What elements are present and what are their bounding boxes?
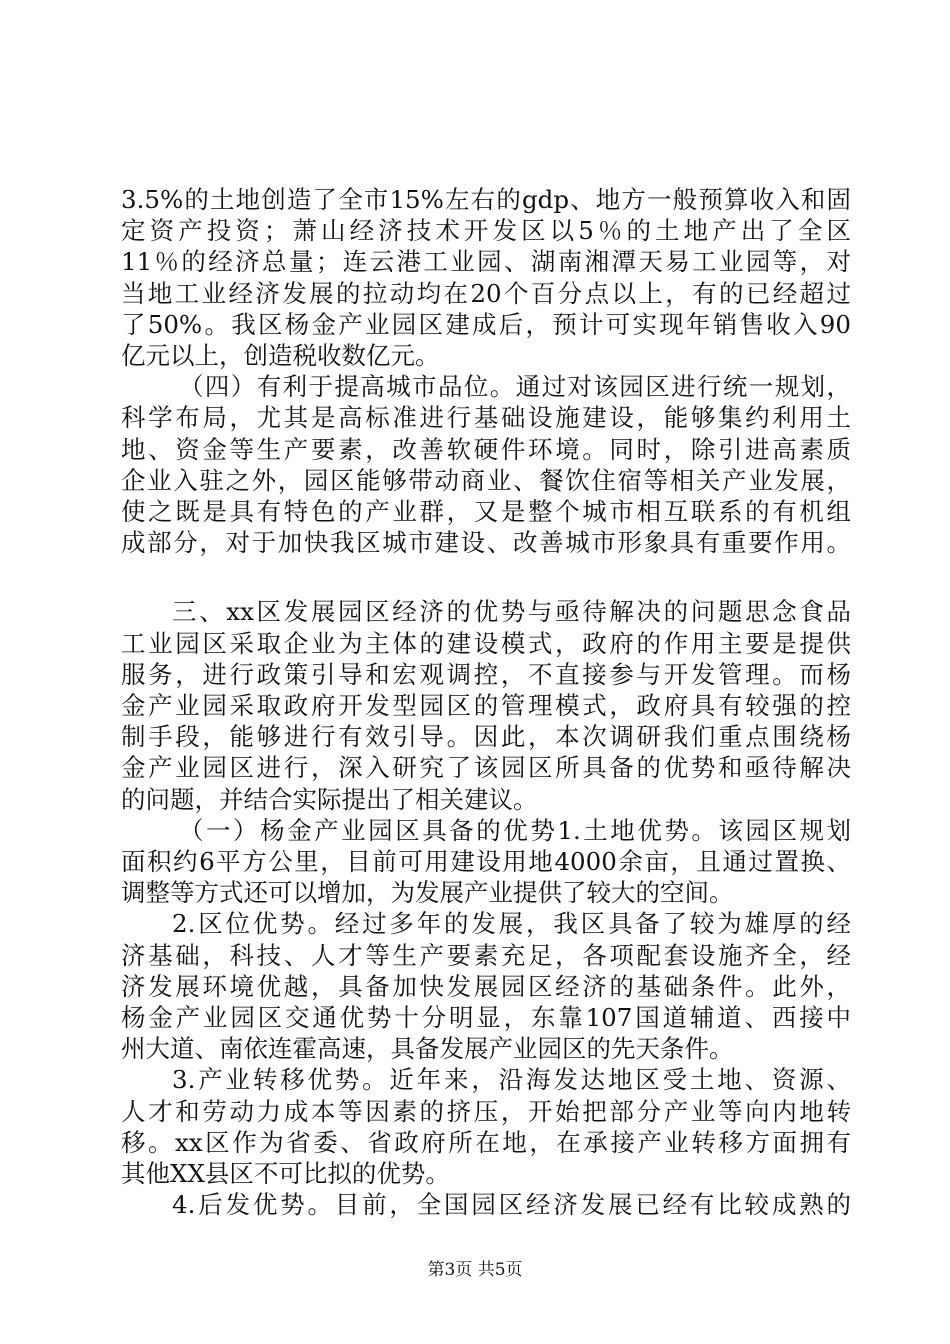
text-line: 金产业园采取政府开发型园区的管理模式，政府具有较强的控 [121, 691, 851, 720]
text-line: 三、xx区发展园区经济的优势与亟待解决的问题思念食品 [172, 597, 851, 627]
text-line: 的问题，并结合实际提出了相关建议。 [121, 784, 538, 814]
text-line: （四）有利于提高城市品位。通过对该园区进行统一规划， [179, 372, 851, 402]
text-line: 3.5%的土地创造了全市15%左右的gdp、地方一般预算收入和固 [121, 185, 851, 214]
text-line: 移。xx区作为省委、省政府所在地，在承接产业转移方面拥有 [121, 1127, 851, 1157]
text-line: 地、资金等生产要素，改善软硬件环境。同时，除引进高素质 [121, 434, 851, 464]
text-line: 科学布局，尤其是高标准进行基础设施建设，能够集约利用土 [121, 403, 851, 433]
text-line: 当地工业经济发展的拉动均在20个百分点以上，有的已经超过 [121, 278, 851, 308]
text-line: 济基础，科技、人才等生产要素充足，各项配套设施齐全，经 [121, 940, 851, 970]
text-line: 企业入驻之外，园区能够带动商业、餐饮住宿等相关产业发展， [121, 465, 851, 495]
text-line: 调整等方式还可以增加，为发展产业提供了较大的空间。 [121, 878, 734, 908]
text-line: 亿元以上，创造税收数亿元。 [121, 341, 440, 370]
text-line: （一）杨金产业园区具备的优势1.土地优势。该园区规划 [179, 815, 851, 845]
text-line: 使之既是具有特色的产业群，又是整个城市相互联系的有机组 [121, 497, 851, 526]
text-line: 服务，进行政策引导和宏观调控，不直接参与开发管理。而杨 [121, 659, 851, 689]
text-line: 州大道、南依连霍高速，具备发展产业园区的先天条件。 [121, 1034, 734, 1064]
text-line: 定资产投资；萧山经济技术开发区以5％的土地产出了全区 [121, 216, 851, 246]
text-line: 2.区位优势。经过多年的发展，我区具备了较为雄厚的经 [172, 909, 851, 939]
text-line: 工业园区采取企业为主体的建设模式，政府的作用主要是提供 [121, 628, 851, 658]
text-line: 济发展环境优越，具备加快发展园区经济的基础条件。此外， [121, 971, 851, 1001]
text-line: 了50%。我区杨金产业园区建成后，预计可实现年销售收入90 [121, 309, 851, 339]
text-line: 11％的经济总量；连云港工业园、湖南湘潭天易工业园等，对 [121, 247, 851, 277]
text-line: 金产业园区进行，深入研究了该园区所具备的优势和亟待解决 [121, 753, 851, 783]
text-line: 其他XX县区不可比拟的优势。 [121, 1159, 450, 1188]
text-line: 面积约6平方公里，目前可用建设用地4000余亩，且通过置换、 [121, 847, 851, 876]
text-line: 成部分，对于加快我区城市建设、改善城市形象具有重要作用。 [121, 528, 851, 558]
text-line: 人才和劳动力成本等因素的挤压，开始把部分产业等向内地转 [121, 1096, 851, 1126]
text-line: 制手段，能够进行有效引导。因此，本次调研我们重点围绕杨 [121, 722, 851, 752]
text-line: 4.后发优势。目前，全国园区经济发展已经有比较成熟的 [172, 1190, 851, 1220]
text-line: 3.产业转移优势。近年来，沿海发达地区受土地、资源、 [172, 1065, 851, 1095]
text-line: 杨金产业园区交通优势十分明显，东靠107国道辅道、西接中 [121, 1003, 851, 1032]
page-number: 第3页 共5页 [427, 1260, 523, 1280]
